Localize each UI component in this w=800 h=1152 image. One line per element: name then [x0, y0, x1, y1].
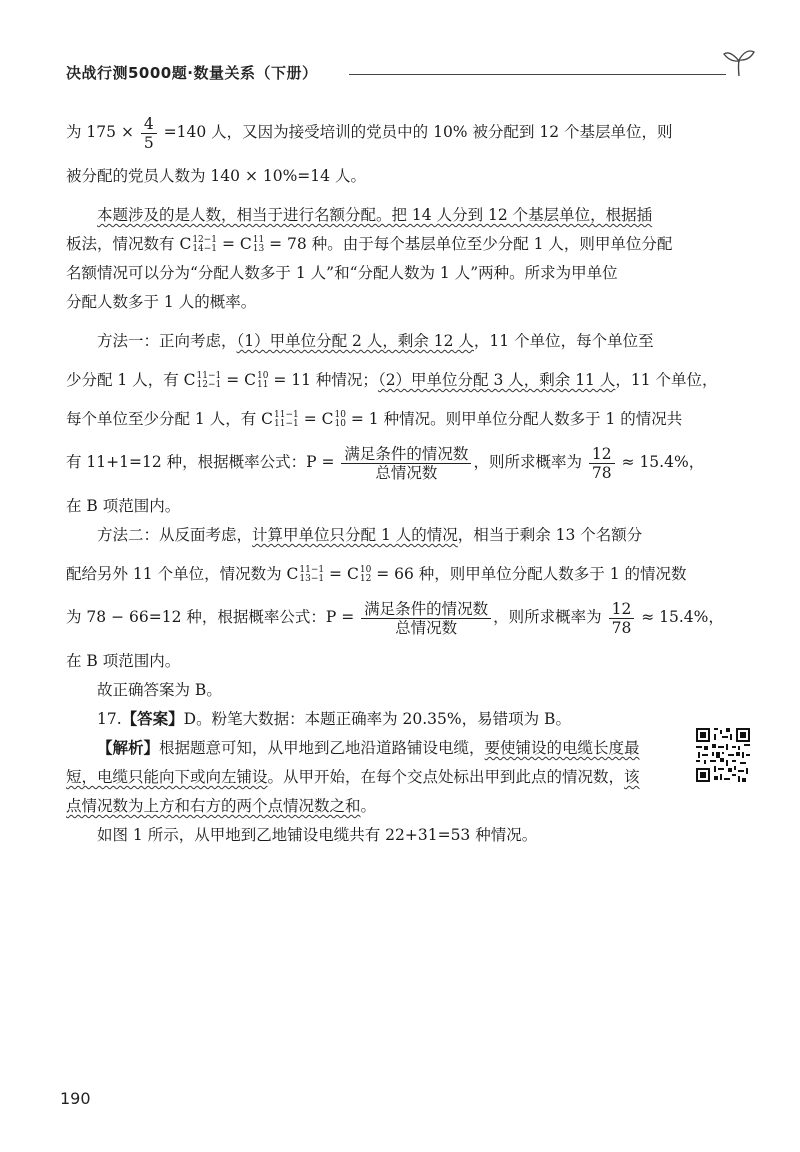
- underlined-text: （1）甲单位分配 2 人，剩余 12 人: [236, 332, 474, 350]
- line-15: 在 B 项范围内。: [66, 652, 181, 670]
- combination: C 11−1 11−1: [261, 410, 299, 429]
- line-16: 故正确答案为 B。: [97, 681, 222, 699]
- combination: C 11−1 13−1: [286, 565, 325, 584]
- line-21: 如图 1 所示，从甲地到乙地铺设电缆共有 22+31=53 种情况。: [97, 826, 538, 844]
- header-title: 决战行测5000题·数量关系（下册）: [66, 64, 318, 82]
- text: 板法，情况数有: [66, 235, 180, 253]
- fraction-numerator: 4: [141, 115, 157, 134]
- line-17: 17.【答案】D。粉笔大数据：本题正确率为 20.35%，易错项为 B。: [97, 710, 571, 728]
- analysis-label: 【解析】: [97, 739, 160, 757]
- line-20: 点情况数为上方和右方的两个点情况数之和。: [66, 797, 377, 815]
- line-14: 为 78 − 66=12 种，根据概率公式：P = $\frac{\text{满足条件的情况数}}{\text{总情况数}}$ ，则所求概率为 $\frac{12}{78}$ ≈ 15.4%，: [66, 599, 724, 637]
- probability-formula: $\frac{\text{满足条件的情况数}}{\text{总情况数}}$: [341, 445, 471, 482]
- line-2: 被分配的党员人数为 140 × 10%=14 人。: [66, 167, 366, 185]
- underlined-text: 要使铺设的电缆长度最: [484, 739, 640, 757]
- underlined-text: 该: [624, 768, 640, 786]
- line-4: 板法，情况数有 C 12−1 14−1 = C 11 13 = 78 种。由于每个基层单位至少分配 1 人，则甲单位分配: [66, 235, 673, 254]
- line-11: 在 B 项范围内。: [66, 497, 181, 515]
- page-number: 190: [60, 1089, 91, 1108]
- header-rule: [349, 74, 726, 75]
- underlined-text: 本题涉及的是人数，相当于进行名额分配。把 14 人分到 12 个基层单位，根据插: [97, 206, 653, 224]
- line-19: 短，电缆只能向下或向左铺设。从甲开始，在每个交点处标出甲到此点的情况数，该: [66, 768, 640, 786]
- combination: C 10 10: [321, 410, 346, 429]
- running-header: [66, 62, 756, 90]
- line-1: [66, 112, 672, 152]
- combination: C 10 12: [346, 565, 372, 584]
- underlined-text: 短，电缆只能向下或向左铺设: [66, 768, 268, 786]
- line-10: 有 11+1=12 种，根据概率公式：P = $\frac{\text{满足条件的情况数}}{\text{总情况数}}$ ，则所求概率为 $\frac{12}{78}$ ≈ 15.4%，: [66, 444, 705, 482]
- line-18: 【解析】根据题意可知，从甲地到乙地沿道路铺设电缆，要使铺设的电缆长度最: [97, 739, 640, 757]
- body-text: [66, 114, 724, 850]
- line-12: 方法二：从反面考虑，计算甲单位只分配 1 人的情况，相当于剩余 13 个名额分: [97, 526, 643, 544]
- line-6: 分配人数多于 1 人的概率。: [66, 293, 257, 311]
- line-7: 方法一：正向考虑，（1）甲单位分配 2 人，剩余 12 人，11 个单位，每个单位至: [97, 332, 654, 350]
- text: =140 人，又因为接受培训的党员中的 10% 被分配到 12 个基层单位，则: [158, 123, 673, 141]
- fraction: [141, 115, 157, 152]
- combination: C 11−1 12−1: [183, 371, 222, 390]
- combination: C 10 11: [244, 371, 269, 390]
- underlined-text: （2）甲单位分配 3 人，剩余 11 人: [377, 371, 616, 389]
- line-9: 每个单位至少分配 1 人，有 C 11−1 11−1 = C 10 10 = 1 种情况。则甲单位分配人数多于 1 的情况共: [66, 410, 683, 429]
- underlined-text: 计算甲单位只分配 1 人的情况: [252, 526, 458, 544]
- probability-formula: $\frac{\text{满足条件的情况数}}{\text{总情况数}}$: [361, 600, 491, 637]
- line-5: 名额情况可以分为“分配人数多于 1 人”和“分配人数为 1 人”两种。所求为甲单位: [66, 264, 618, 282]
- line-8: 少分配 1 人，有 C 11−1 12−1 = C 10 11 = 11 种情况；（2）甲单位分配 3 人，剩余 11 人，11 个单位，: [66, 371, 718, 390]
- probability-fraction: $\frac{12}{78}$: [609, 600, 635, 637]
- text: 为 175 ×: [66, 123, 139, 141]
- line-13: 配给另外 11 个单位，情况数为 C 11−1 13−1 = C 10 12 = 66 种，则甲单位分配人数多于 1 的情况数: [66, 565, 687, 584]
- text: = 78 种。由于每个基层单位至少分配 1 人，则甲单位分配: [264, 235, 673, 253]
- sprout-leaf-icon: [722, 46, 756, 78]
- fraction-denominator: 5: [143, 133, 154, 152]
- line-3: [66, 201, 672, 230]
- underlined-text: 点情况数为上方和右方的两个点情况数之和: [66, 797, 361, 815]
- probability-fraction: $\frac{12}{78}$: [589, 445, 615, 482]
- qr-code-icon[interactable]: [696, 728, 750, 782]
- combination: C 12−1 14−1: [179, 235, 218, 254]
- combination: C 11 13: [239, 235, 265, 254]
- answer-label: 【答案】: [121, 710, 184, 728]
